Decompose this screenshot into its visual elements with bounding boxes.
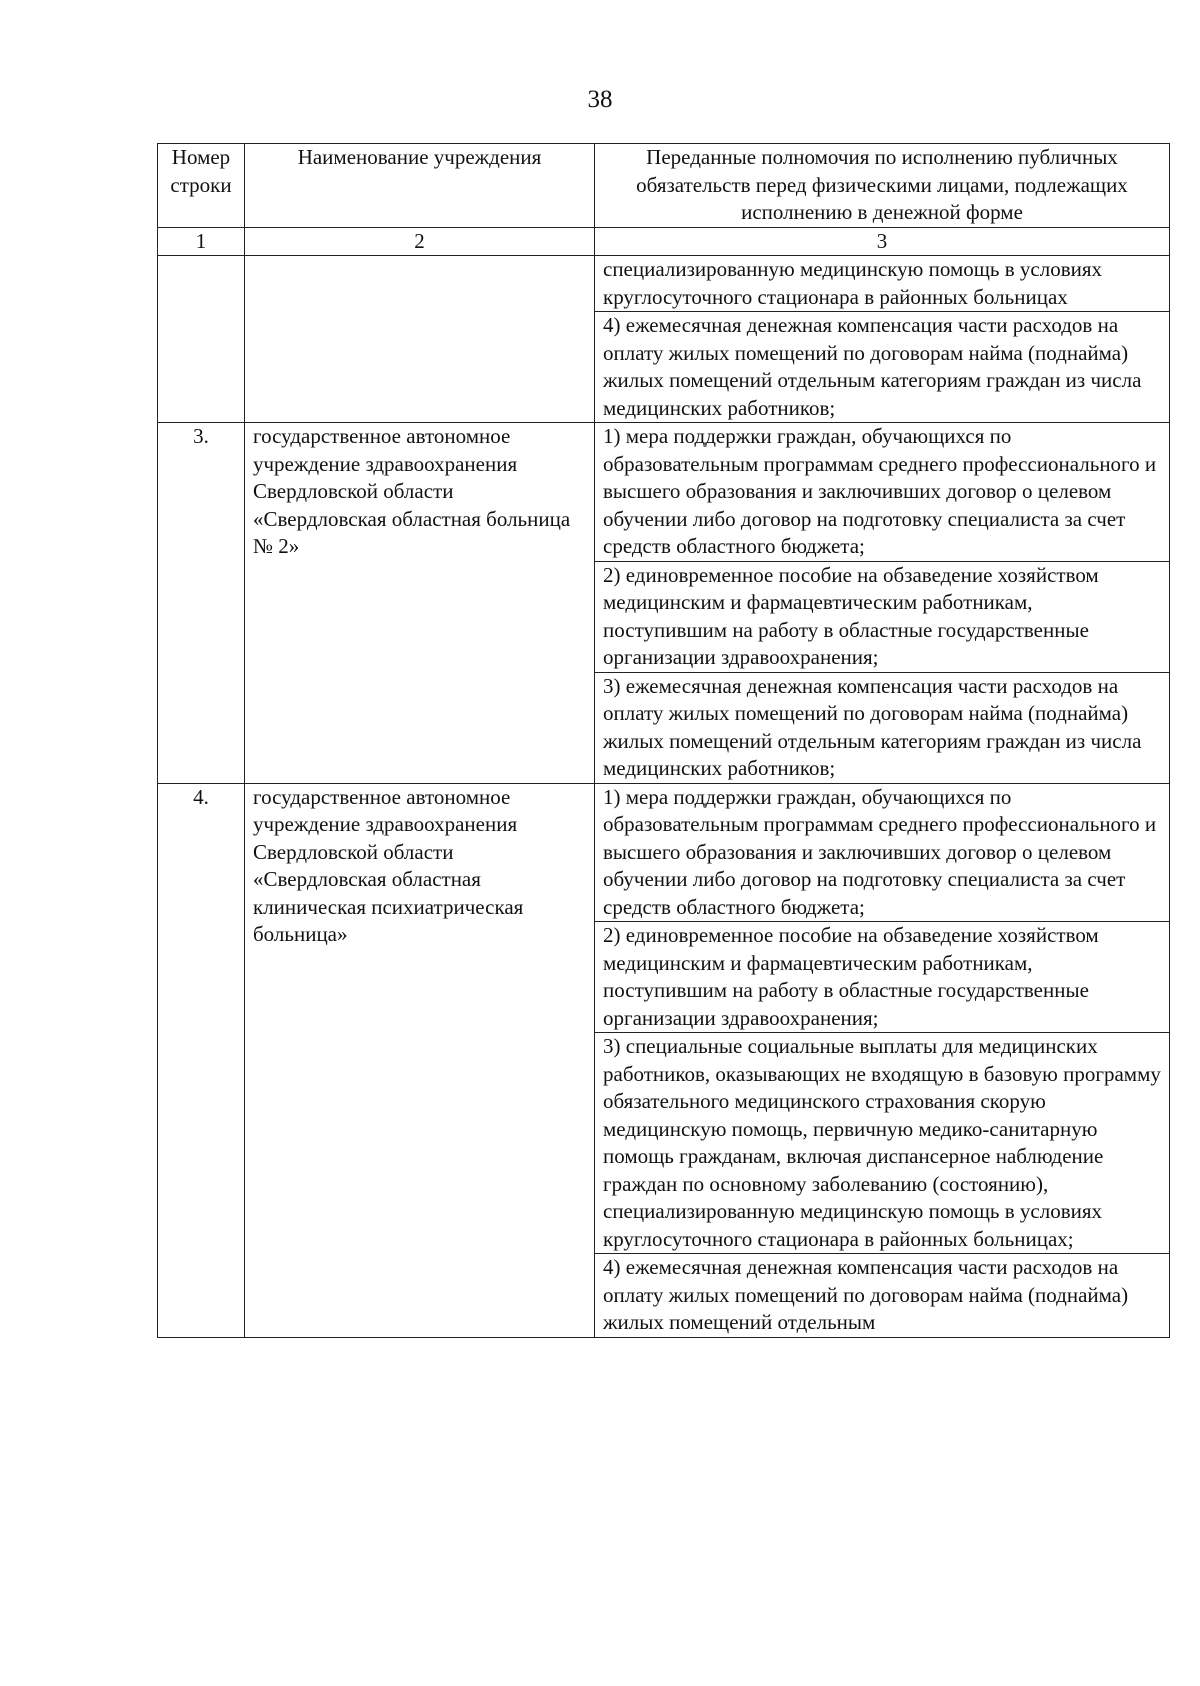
header-row-number: Номер строки [158,144,245,228]
row-number: 3. [158,423,245,784]
authority-item: 3) ежемесячная денежная компенсация части расходов на оплату жилых помещений по договорам найма (поднайма) жилых помещений отдельным категориям граждан из числа медицинских работников; [595,672,1170,783]
column-number-row [158,227,1170,256]
header-institution-name: Наименование учреждения [245,144,595,228]
authority-item: 1) мера поддержки граждан, обучающихся по образовательным программам среднего профессионального и высшего образования и заключивших договор о целевом обучении либо договор на подготовку специалиста за счет средств областного бюджета; [595,783,1170,922]
row-number-cell [158,256,245,423]
row-number: 4. [158,783,245,1337]
authority-item: 2) единовременное пособие на обзаведение хозяйством медицинским и фармацевтическим работникам, поступившим на работу в областные государственные организации здравоохранения; [595,922,1170,1033]
header-authorities: Переданные полномочия по исполнению публичных обязательств перед физическими лицами, подлежащих исполнению в денежной форме [595,144,1170,228]
column-number: 2 [245,227,595,256]
institution-name: государственное автономное учреждение здравоохранения Свердловской области «Свердловская областная больница № 2» [245,423,595,784]
authorities-table [157,143,1170,1338]
authority-item: специализированную медицинскую помощь в условиях круглосуточного стационара в районных больницах [595,256,1170,312]
institution-name: государственное автономное учреждение здравоохранения Свердловской области «Свердловская областная клиническая психиатрическая больница» [245,783,595,1337]
authority-item: 4) ежемесячная денежная компенсация части расходов на оплату жилых помещений по договорам найма (поднайма) жилых помещений отдельным [595,1254,1170,1338]
column-number: 3 [595,227,1170,256]
page-number: 38 [587,86,613,113]
table-row [158,423,1170,562]
table-header-row [158,144,1170,228]
authority-item: 2) единовременное пособие на обзаведение хозяйством медицинским и фармацевтическим работникам, поступившим на работу в областные государственные организации здравоохранения; [595,561,1170,672]
table-row [158,783,1170,922]
authority-item: 3) специальные социальные выплаты для медицинских работников, оказывающих не входящую в базовую программу обязательного медицинского страхования скорую медицинскую помощь, первичную медико-санитарную помощь гражданам, включая диспансерное наблюдение граждан по основному заболеванию (состоянию), специализированную медицинскую помощь в условиях круглосуточного стационара в районных больницах; [595,1033,1170,1254]
institution-cell [245,256,595,423]
authority-item: 1) мера поддержки граждан, обучающихся по образовательным программам среднего профессионального и высшего образования и заключивших договор о целевом обучении либо договор на подготовку специалиста за счет средств областного бюджета; [595,423,1170,562]
table-row [158,256,1170,312]
authority-item: 4) ежемесячная денежная компенсация части расходов на оплату жилых помещений по договорам найма (поднайма) жилых помещений отдельным категориям граждан из числа медицинских работников; [595,312,1170,423]
column-number: 1 [158,227,245,256]
